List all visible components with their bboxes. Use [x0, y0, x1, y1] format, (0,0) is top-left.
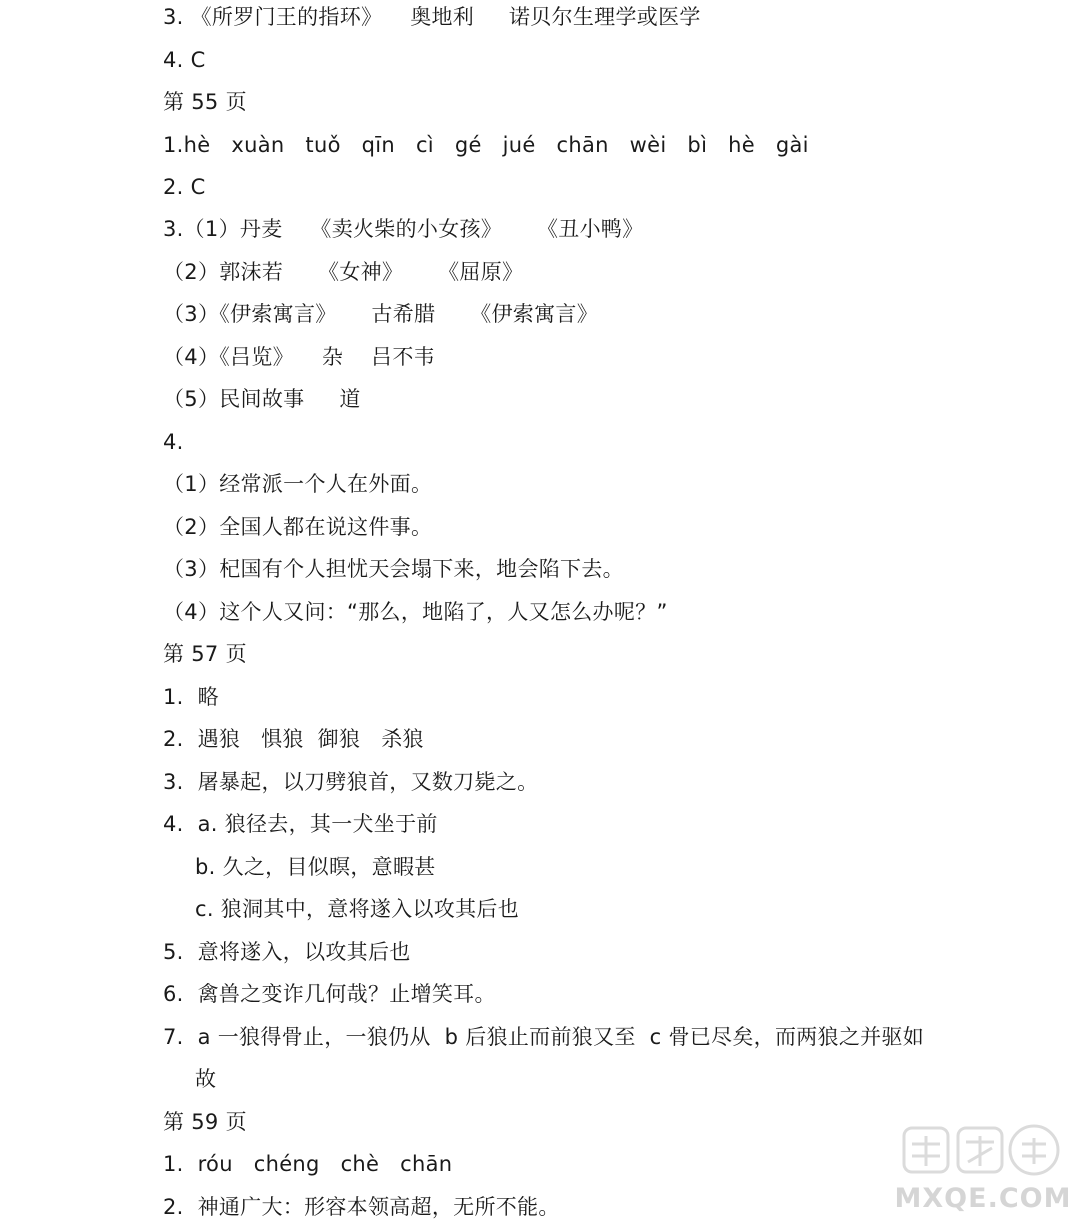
page-heading-57: 第 57 页: [163, 642, 247, 666]
line-13: （2）全国人都在说这件事。: [163, 515, 433, 539]
line-17: 1. 略: [163, 685, 219, 709]
line-1: 3. 《所罗门王的指环》 奥地利 诺贝尔生理学或医学: [163, 5, 701, 29]
line-10: （5）民间故事 道: [163, 387, 361, 411]
line-21: b. 久之，目似暝，意暇甚: [195, 855, 436, 879]
line-15: （4）这个人又问：“那么，地陷了，人又怎么办呢？”: [163, 600, 668, 624]
line-2: 4. C: [163, 48, 206, 72]
line-29: 2. 神通广大：形容本领高超，无所不能。: [163, 1195, 560, 1219]
line-18: 2. 遇狼 惧狼 御狼 杀狼: [163, 727, 424, 751]
page-heading-59: 第 59 页: [163, 1110, 247, 1134]
watermark-logo-icon: [894, 1118, 1072, 1184]
line-19: 3. 屠暴起，以刀劈狼首，又数刀毙之。: [163, 770, 539, 794]
line-28: 1. róu chéng chè chān: [163, 1152, 453, 1176]
line-23: 5. 意将遂入，以攻其后也: [163, 940, 411, 964]
line-22: c. 狼洞其中，意将遂入以攻其后也: [195, 897, 519, 921]
line-4: 1.hè xuàn tuǒ qīn cì gé jué chān wèi bì hè gài: [163, 133, 809, 157]
site-watermark: [894, 1118, 1072, 1214]
line-9: （4）《吕览》 杂 吕不韦: [163, 345, 435, 369]
watermark-text: MXQE.COM: [894, 1183, 1072, 1214]
line-24: 6. 禽兽之变诈几何哉？止增笑耳。: [163, 982, 496, 1006]
line-8: （3）《伊索寓言》 古希腊 《伊索寓言》: [163, 302, 599, 326]
line-20: 4. a. 狼径去，其一犬坐于前: [163, 812, 438, 836]
line-25: 7. a 一狼得骨止，一狼仍从 b 后狼止而前狼又至 c 骨已尽矣，而两狼之并驱如: [163, 1025, 925, 1049]
line-6: 3.（1）丹麦 《卖火柴的小女孩》 《丑小鸭》: [163, 217, 644, 241]
line-12: （1）经常派一个人在外面。: [163, 472, 433, 496]
line-11: 4.: [163, 430, 184, 454]
line-7: （2）郭沫若 《女神》 《屈原》: [163, 260, 524, 284]
line-5: 2. C: [163, 175, 206, 199]
page-heading-55: 第 55 页: [163, 90, 247, 114]
line-26: 故: [195, 1067, 217, 1091]
line-14: （3）杞国有个人担忧天会塌下来，地会陷下去。: [163, 557, 624, 581]
